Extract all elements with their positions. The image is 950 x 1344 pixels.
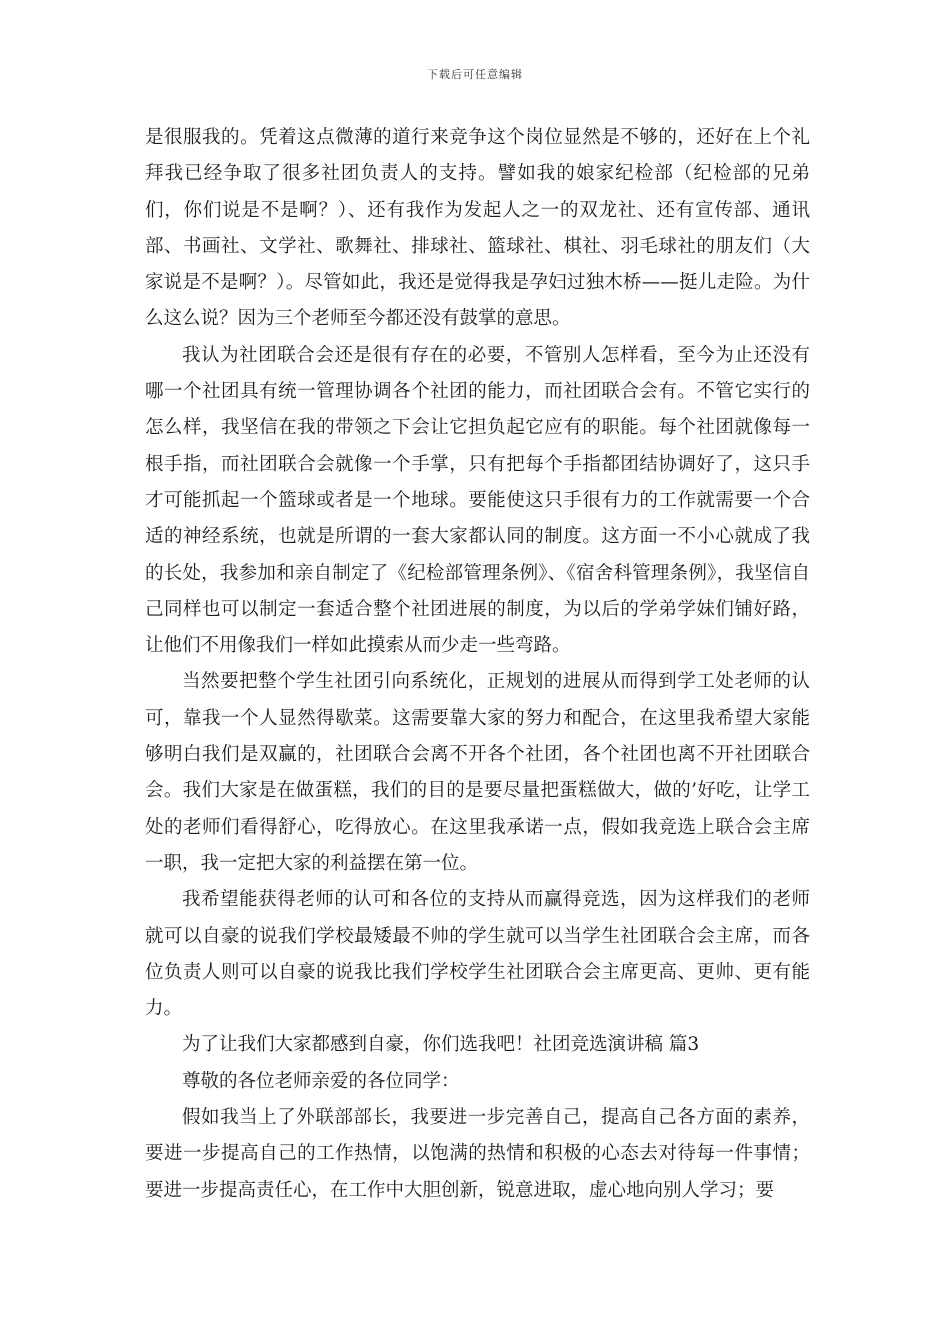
document-body <box>145 120 810 1209</box>
section-heading-line: 为了让我们大家都感到自豪，你们选我吧！社团竞选演讲稿 篇3 <box>182 1034 700 1056</box>
paragraph: 是很服我的。凭着这点微薄的道行来竞争这个岗位显然是不够的，还好在上个礼拜我已经争取了很多社团负责人的支持。譬如我的娘家纪检部（纪检部的兄弟们，你们说是不是啊？）、还有我作为发起人之一的双龙社、还有宣传部、通讯部、书画社、文学社、歌舞社、排球社、篮球社、棋社、羽毛球社的朋友们（大家说是不是啊？）。尽管如此，我还是觉得我是孕妇过独木桥——挺儿走险。为什么这么说？因为三个老师至今都还没有鼓掌的意思。 <box>145 127 810 330</box>
paragraph: 假如我当上了外联部部长，我要进一步完善自己，提高自己各方面的素养，要进一步提高自己的工作热情，以饱满的热情和积极的心态去对待每一件事情；要进一步提高责任心，在工作中大胆创新，锐意进取，虚心地向别人学习；要 <box>145 1107 810 1201</box>
paragraph: 我希望能获得老师的认可和各位的支持从而赢得竞选，因为这样我们的老师就可以自豪的说我们学校最矮最不帅的学生就可以当学生社团联合会主席，而各位负责人则可以自豪的说我比我们学校学生社团联合会主席更高、更帅、更有能力。 <box>145 889 810 1020</box>
paragraph: 我认为社团联合会还是很有存在的必要，不管别人怎样看，至今为止还没有哪一个社团具有统一管理协调各个社团的能力，而社团联合会有。不管它实行的怎么样，我坚信在我的带领之下会让它担负起它应有的职能。每个社团就像每一根手指，而社团联合会就像一个手掌，只有把每个手指都团结协调好了，这只手才可能抓起一个篮球或者是一个地球。要能使这只手很有力的工作就需要一个合适的神经系统，也就是所谓的一套大家都认同的制度。这方面一不小心就成了我的长处，我参加和亲自制定了《纪检部管理条例》、《宿舍科管理条例》，我坚信自己同样也可以制定一套适合整个社团进展的制度，为以后的学弟学妹们铺好路，让他们不用像我们一样如此摸索从而少走一些弯路。 <box>145 344 810 657</box>
page-header: 下载后可任意编辑 <box>427 68 523 81</box>
paragraph: 当然要把整个学生社团引向系统化，正规划的进展从而得到学工处老师的认可，靠我一个人显然得歇菜。这需要靠大家的努力和配合，在这里我希望大家能够明白我们是双赢的，社团联合会离不开各个社团，各个社团也离不开社团联合会。我们大家是在做蛋糕，我们的目的是要尽量把蛋糕做大，做的’好吃，让学工处的老师们看得舒心，吃得放心。在这里我承诺一点，假如我竞选上联合会主席一职，我一定把大家的利益摆在第一位。 <box>145 671 810 874</box>
salutation: 尊敬的各位老师亲爱的各位同学： <box>182 1070 460 1092</box>
